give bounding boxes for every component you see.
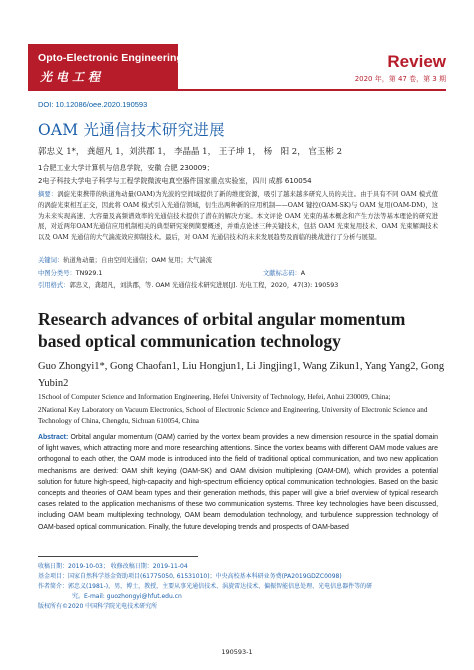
affiliation-zh-2: 2电子科技大学电子科学与工程学院微波电真空器件国家重点实验室，四川 成都 610054 (38, 177, 312, 185)
abstract-zh-block (38, 190, 438, 244)
affiliation-en-2: 2National Key Laboratory on Vacuum Electronics, School of Electronic Science and Engineering, University of Electronic Science and Technology of China, Chengdu, Sichuan 610054, China (38, 406, 428, 425)
abstract-en-block (38, 432, 438, 533)
footnote-fund: 基金项目：国家自然科学基金资助项目(61775050, 61531010)；中央高校基本科研业务费(PA2019GDZC0098) (38, 573, 342, 580)
authors-en: Guo Zhongyi1*, Gong Chaofan1, Liu Hongjun1, Li Jingjing1, Wang Zikun1, Yang Yang2, Gong Yubin2 (38, 361, 445, 389)
abstract-en-label: Abstract: (38, 434, 69, 441)
footnote-received: 收稿日期：2019-10-03； 收修改稿日期：2019-11-04 (38, 563, 188, 570)
header-divider (28, 89, 446, 91)
doc-code-value: A (300, 270, 306, 277)
abstract-zh-label: 摘要： (38, 191, 58, 198)
keywords-zh (38, 255, 212, 264)
citation-zh (38, 280, 338, 289)
document-code (263, 268, 305, 277)
authors-zh: 郭忠义 1*， 龚超凡 1，刘洪郡 1， 李晶晶 1， 王子坤 1， 杨 阳 2， 官玉彬 2 (38, 147, 343, 157)
doc-code-label: 文献标志码： (263, 270, 301, 277)
abstract-en-text: Orbital angular momentum (OAM) carried by the vortex beam provides a new dimension resource in the spatial domain of light waves, which attracting more and more researching attentions. Since the vortex beams with different OAM mode values are orthogonal to each other, the OAM mode is introduced into the field of traditional optical communication, and two new application mechanisms are derived: OAM shift keying (OAM-SK) and OAM division multiplexing (OAM-DM), which provides a potential solution for future high-speed, high-capacity and high-spectrum efficiency optical communication technologies. Based on the basic concepts and theories of OAM beam types and their generation methods, this paper will give a brief overview of typical research cases related to the application mechanisms of these two communication systems. Three key technologies have been discussed, including OAM beam multiplexing technology, OAM beam demodulation technology, and turbulence suppression technology of OAM-based optical communication. Finally, the future developing trends and prospects of OAM-based (38, 434, 438, 531)
clc-value: TN929.1 (75, 270, 103, 277)
footnote-copyright: 版权所有©2020 中国科学院光电技术研究所 (38, 603, 158, 610)
keywords-zh-text: 轨道角动量；自由空间光通信；OAM 复用；大气湍流 (63, 257, 213, 264)
journal-banner (28, 44, 184, 89)
clc-label: 中图分类号： (38, 270, 76, 277)
issue-info: 2020 年，第 47 卷，第 3 期 (354, 75, 446, 83)
footnote-author-bio: 作者简介：郭忠义(1981-)，男，博士，教授，主要从事光通信技术、涡旋雷达技术、偏振智能信息处理、光电信息器件等的研 (38, 583, 373, 590)
citation-zh-label: 引用格式： (38, 282, 70, 289)
article-type-label: Review (387, 52, 446, 71)
article-title-zh: OAM 光通信技术研究进展 (38, 121, 225, 139)
keywords-zh-label: 关键词： (38, 257, 64, 264)
affiliation-en-1: 1School of Computer Science and Information Engineering, Hefei University of Technology, Hefei, Anhui 230009, China; (38, 393, 391, 401)
doi-link[interactable]: DOI: 10.12086/oee.2020.190593 (38, 100, 148, 109)
footnote-author-email[interactable]: 究。E-mail: guozhongyi@hfut.edu.cn (72, 593, 182, 600)
clc-number (38, 268, 102, 277)
abstract-zh (38, 190, 438, 244)
abstract-en (38, 432, 438, 533)
citation-zh-text: 郭忠义，龚超凡，刘洪郡，等. OAM 光通信技术研究进展[J]. 光电工程，2020，47(3): 190593 (69, 282, 339, 289)
footnote-divider (38, 556, 198, 557)
page-number: 190593-1 (221, 648, 253, 656)
journal-name-zh: 光电工程 (40, 70, 105, 84)
affiliation-zh-1: 1合肥工业大学计算机与信息学院，安徽 合肥 230009； (38, 164, 214, 172)
journal-name-en: Opto-Electronic Engineering (38, 52, 184, 64)
abstract-zh-text: 涡旋光束携带的轨道角动量(OAM)为光波的空间域提供了新的维度资源，吸引了越来越多研究人员的关注。由于具有不同 OAM 模式值的涡旋光束相互正交，因此将 OAM 模式引入光通信领域，衍生出两种新的应用机制——OAM 键控(OAM-SK)与 OAM 复用(OAM-DM)，这为未来实现高速、大容量及高频谱效率的光通信技术提供了潜在的解决方案。本文评论 OAM 光束的基本概念和产生方法等基本理论的研究进展，对近两年OAM光通信应用机制相关的典型研究案例简要概述，并重点论述三种关键技术，包括 OAM 光束复用技术、OAM 光束解调技术以及 OAM 光通信的大气湍流效应抑制技术。最后，对 OAM 光通信技术的未来发展趋势及面临的挑战进行了分析与展望。 (38, 191, 439, 242)
article-title-en: Research advances of orbital angular momentum based optical communication technology (38, 309, 406, 351)
